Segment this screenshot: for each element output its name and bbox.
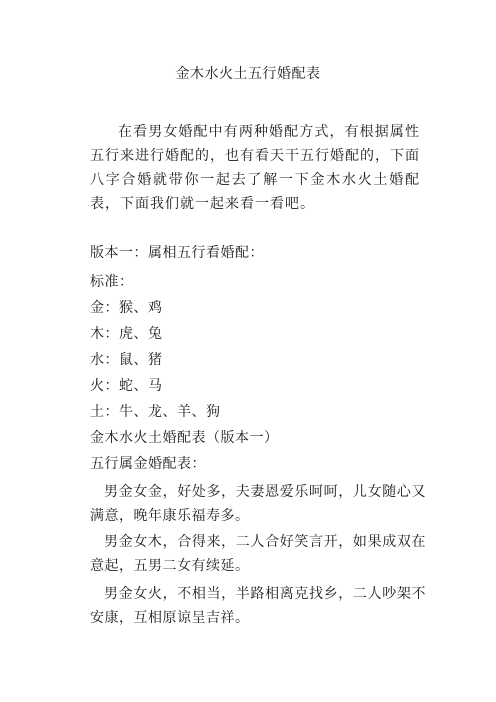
element-metal: 金：猴、鸡	[90, 300, 163, 316]
element-water: 水：鼠、猪	[90, 352, 163, 368]
standard-label: 标准：	[90, 274, 134, 290]
element-fire: 火：蛇、马	[90, 378, 163, 394]
pairing-paragraph-metal-fire: 男金女火，不相当，半路相离克找乡，二人吵架不安康，互相原谅呈吉祥。	[90, 586, 426, 626]
element-earth: 土：牛、龙、羊、狗	[90, 404, 221, 420]
document-title: 金木水火土五行婚配表	[175, 66, 321, 82]
pairing-paragraph-metal-wood: 男金女木，合得来，二人合好笑言开，如果成双在意起，五男二女有续延。	[90, 534, 426, 574]
table-heading: 金木水火土婚配表（版本一）	[90, 430, 279, 446]
section-heading: 版本一：属相五行看婚配：	[90, 245, 264, 261]
metal-subheading: 五行属金婚配表：	[90, 456, 206, 472]
pairing-paragraph-metal-metal: 男金女金，好处多，夫妻恩爱乐呵呵，儿女随心又满意，晚年康乐福寿多。	[90, 484, 426, 524]
intro-paragraph: 在看男女婚配中有两种婚配方式，有根据属性五行来进行婚配的，也有看天干五行婚配的，下面八字合婚就带你一起去了解一下金木水火土婚配表，下面我们就一起来看一看吧。	[90, 124, 420, 212]
element-wood: 木：虎、兔	[90, 326, 163, 342]
